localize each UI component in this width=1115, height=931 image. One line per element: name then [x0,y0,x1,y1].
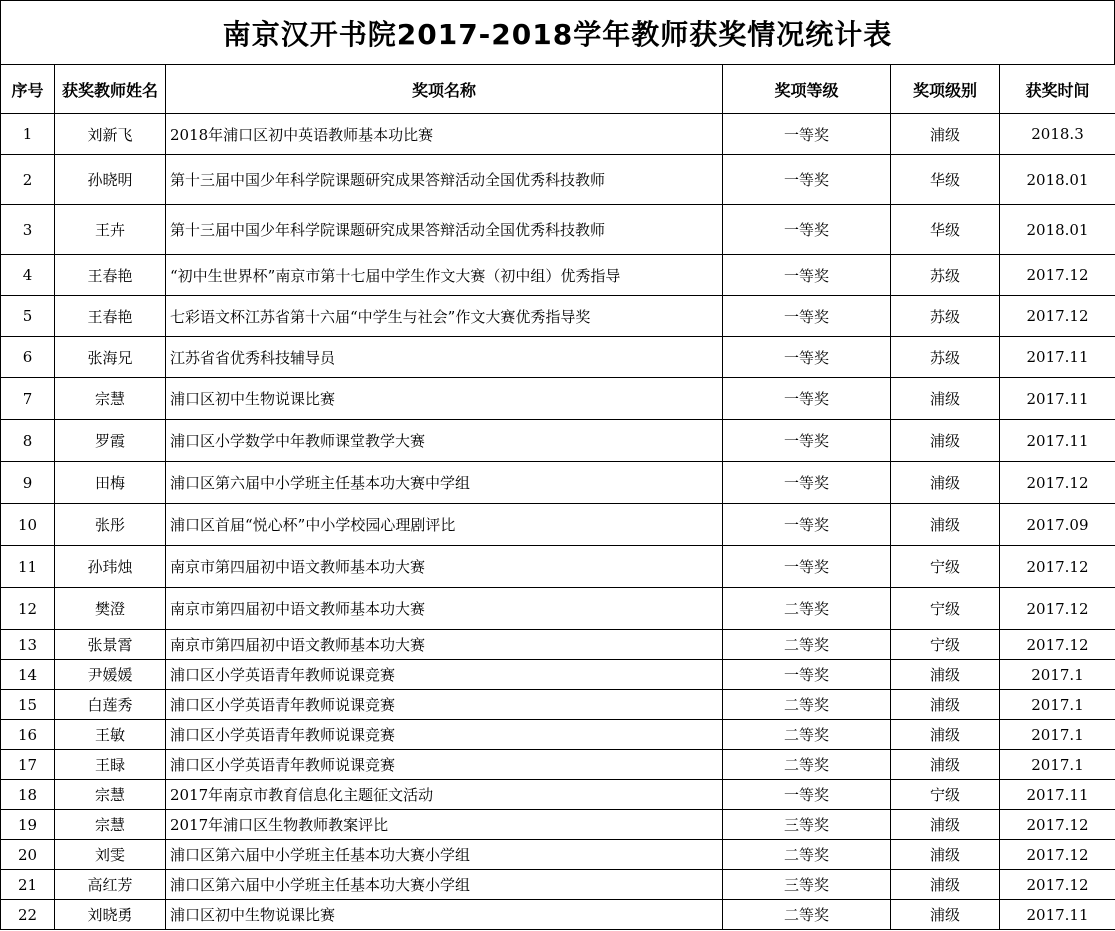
cell-award-level[interactable]: 浦级 [891,420,1000,462]
cell-award-time[interactable]: 2017.12 [1000,630,1115,660]
table-row [1,114,1115,155]
cell-award-name[interactable]: 南京市第四届初中语文教师基本功大赛 [166,630,723,660]
cell-award-name[interactable]: 浦口区小学英语青年教师说课竞赛 [166,690,723,720]
cell-award-time[interactable]: 2017.09 [1000,504,1115,546]
cell-teacher-name[interactable]: 孙玮烛 [55,546,166,588]
header-no[interactable]: 序号 [1,65,55,114]
table-row [1,870,1115,900]
table-row [1,420,1115,462]
cell-award-grade[interactable]: 三等奖 [723,810,891,840]
cell-award-name[interactable]: 2017年浦口区生物教师教案评比 [166,810,723,840]
table-row [1,462,1115,504]
cell-award-level[interactable]: 浦级 [891,840,1000,870]
cell-number[interactable]: 20 [1,840,55,870]
cell-award-time[interactable]: 2017.12 [1000,810,1115,840]
cell-award-level[interactable]: 宁级 [891,546,1000,588]
cell-award-name[interactable]: 浦口区小学英语青年教师说课竞赛 [166,720,723,750]
cell-award-grade[interactable]: 二等奖 [723,750,891,780]
cell-number[interactable]: 10 [1,504,55,546]
cell-award-name[interactable]: 浦口区小学数学中年教师课堂教学大赛 [166,420,723,462]
cell-award-time[interactable]: 2018.3 [1000,114,1115,155]
cell-teacher-name[interactable]: 孙晓明 [55,155,166,205]
header-award-time[interactable]: 获奖时间 [1000,65,1115,114]
cell-teacher-name[interactable]: 王敏 [55,720,166,750]
cell-teacher-name[interactable]: 张彤 [55,504,166,546]
cell-number[interactable]: 12 [1,588,55,630]
cell-award-time[interactable]: 2017.12 [1000,255,1115,296]
cell-award-name[interactable]: 浦口区首届“悦心杯”中小学校园心理剧评比 [166,504,723,546]
cell-award-time[interactable]: 2017.1 [1000,690,1115,720]
cell-award-level[interactable]: 华级 [891,155,1000,205]
cell-award-name[interactable]: 浦口区第六届中小学班主任基本功大赛小学组 [166,870,723,900]
table-row [1,588,1115,630]
table-row [1,810,1115,840]
cell-award-time[interactable]: 2018.01 [1000,205,1115,255]
cell-award-name[interactable]: 浦口区初中生物说课比赛 [166,900,723,930]
cell-teacher-name[interactable]: 刘雯 [55,840,166,870]
cell-award-grade[interactable]: 二等奖 [723,840,891,870]
cell-award-grade[interactable]: 一等奖 [723,462,891,504]
cell-award-time[interactable]: 2017.12 [1000,296,1115,337]
cell-award-name[interactable]: 2018年浦口区初中英语教师基本功比赛 [166,114,723,155]
cell-award-level[interactable]: 浦级 [891,504,1000,546]
cell-award-level[interactable]: 浦级 [891,750,1000,780]
cell-number[interactable]: 4 [1,255,55,296]
cell-award-time[interactable]: 2017.12 [1000,588,1115,630]
cell-number[interactable]: 2 [1,155,55,205]
cell-teacher-name[interactable]: 王春艳 [55,255,166,296]
cell-number[interactable]: 15 [1,690,55,720]
cell-number[interactable]: 16 [1,720,55,750]
cell-award-time[interactable]: 2017.11 [1000,337,1115,378]
cell-number[interactable]: 19 [1,810,55,840]
cell-award-level[interactable]: 浦级 [891,870,1000,900]
cell-award-grade[interactable]: 一等奖 [723,296,891,337]
cell-award-level[interactable]: 浦级 [891,690,1000,720]
cell-award-level[interactable]: 浦级 [891,660,1000,690]
cell-award-level[interactable]: 浦级 [891,810,1000,840]
awards-table [0,64,1115,930]
cell-award-name[interactable]: 第十三届中国少年科学院课题研究成果答辩活动全国优秀科技教师 [166,155,723,205]
cell-award-grade[interactable]: 二等奖 [723,630,891,660]
cell-teacher-name[interactable]: 刘晓勇 [55,900,166,930]
cell-award-time[interactable]: 2017.12 [1000,462,1115,504]
cell-number[interactable]: 1 [1,114,55,155]
cell-teacher-name[interactable]: 张景霄 [55,630,166,660]
cell-teacher-name[interactable]: 宗慧 [55,810,166,840]
table-row [1,296,1115,337]
table-row [1,660,1115,690]
header-award-level[interactable]: 奖项级别 [891,65,1000,114]
cell-teacher-name[interactable]: 王春艳 [55,296,166,337]
cell-award-grade[interactable]: 二等奖 [723,720,891,750]
cell-award-name[interactable]: 南京市第四届初中语文教师基本功大赛 [166,546,723,588]
cell-award-level[interactable]: 宁级 [891,588,1000,630]
cell-number[interactable]: 9 [1,462,55,504]
table-row [1,840,1115,870]
cell-award-grade[interactable]: 一等奖 [723,420,891,462]
cell-award-time[interactable]: 2017.12 [1000,870,1115,900]
cell-award-name[interactable]: “初中生世界杯”南京市第十七届中学生作文大赛（初中组）优秀指导 [166,255,723,296]
cell-award-name[interactable]: 2017年南京市教育信息化主题征文活动 [166,780,723,810]
cell-award-grade[interactable]: 一等奖 [723,255,891,296]
cell-award-name[interactable]: 浦口区小学英语青年教师说课竞赛 [166,660,723,690]
cell-teacher-name[interactable]: 王卉 [55,205,166,255]
cell-award-level[interactable]: 浦级 [891,114,1000,155]
cell-number[interactable]: 17 [1,750,55,780]
cell-award-time[interactable]: 2017.11 [1000,420,1115,462]
table-row [1,780,1115,810]
cell-award-time[interactable]: 2017.11 [1000,378,1115,420]
cell-number[interactable]: 18 [1,780,55,810]
table-row [1,546,1115,588]
cell-award-level[interactable]: 苏级 [891,255,1000,296]
cell-number[interactable]: 7 [1,378,55,420]
cell-number[interactable]: 6 [1,337,55,378]
cell-award-grade[interactable]: 一等奖 [723,660,891,690]
header-teacher-name[interactable]: 获奖教师姓名 [55,65,166,114]
cell-teacher-name[interactable]: 王睩 [55,750,166,780]
cell-teacher-name[interactable]: 白莲秀 [55,690,166,720]
cell-teacher-name[interactable]: 田梅 [55,462,166,504]
cell-award-time[interactable]: 2017.12 [1000,546,1115,588]
cell-award-grade[interactable]: 一等奖 [723,546,891,588]
cell-award-grade[interactable]: 一等奖 [723,114,891,155]
cell-award-name[interactable]: 江苏省省优秀科技辅导员 [166,337,723,378]
header-award-grade[interactable]: 奖项等级 [723,65,891,114]
cell-award-grade[interactable]: 一等奖 [723,155,891,205]
cell-award-grade[interactable]: 二等奖 [723,588,891,630]
table-row [1,255,1115,296]
cell-award-time[interactable]: 2017.12 [1000,840,1115,870]
cell-award-time[interactable]: 2017.1 [1000,750,1115,780]
cell-teacher-name[interactable]: 张海兄 [55,337,166,378]
table-row [1,337,1115,378]
cell-award-name[interactable]: 浦口区第六届中小学班主任基本功大赛中学组 [166,462,723,504]
cell-number[interactable]: 13 [1,630,55,660]
cell-award-name[interactable]: 第十三届中国少年科学院课题研究成果答辩活动全国优秀科技教师 [166,205,723,255]
table-row [1,900,1115,930]
cell-award-time[interactable]: 2017.1 [1000,660,1115,690]
cell-award-grade[interactable]: 一等奖 [723,337,891,378]
cell-award-level[interactable]: 宁级 [891,630,1000,660]
cell-award-grade[interactable]: 二等奖 [723,690,891,720]
cell-award-time[interactable]: 2017.11 [1000,900,1115,930]
cell-award-time[interactable]: 2018.01 [1000,155,1115,205]
cell-award-level[interactable]: 浦级 [891,900,1000,930]
cell-award-level[interactable]: 浦级 [891,378,1000,420]
cell-award-grade[interactable]: 二等奖 [723,900,891,930]
cell-award-name[interactable]: 浦口区初中生物说课比赛 [166,378,723,420]
table-row [1,750,1115,780]
cell-award-grade[interactable]: 一等奖 [723,780,891,810]
cell-number[interactable]: 5 [1,296,55,337]
table-row [1,378,1115,420]
table-row [1,504,1115,546]
table-row [1,630,1115,660]
cell-award-name[interactable]: 南京市第四届初中语文教师基本功大赛 [166,588,723,630]
cell-teacher-name[interactable]: 高红芳 [55,870,166,900]
cell-number[interactable]: 3 [1,205,55,255]
table-row [1,205,1115,255]
sheet-title: 南京汉开书院2017-2018学年教师获奖情况统计表 [0,0,1115,65]
table-row [1,690,1115,720]
cell-award-grade[interactable]: 一等奖 [723,205,891,255]
cell-award-level[interactable]: 宁级 [891,780,1000,810]
cell-award-level[interactable]: 浦级 [891,720,1000,750]
cell-award-name[interactable]: 浦口区第六届中小学班主任基本功大赛小学组 [166,840,723,870]
cell-number[interactable]: 8 [1,420,55,462]
cell-award-level[interactable]: 华级 [891,205,1000,255]
cell-award-level[interactable]: 苏级 [891,337,1000,378]
cell-award-grade[interactable]: 一等奖 [723,378,891,420]
cell-teacher-name[interactable]: 樊澄 [55,588,166,630]
cell-award-level[interactable]: 苏级 [891,296,1000,337]
header-row [1,65,1115,114]
cell-award-name[interactable]: 浦口区小学英语青年教师说课竞赛 [166,750,723,780]
cell-teacher-name[interactable]: 罗霞 [55,420,166,462]
cell-teacher-name[interactable]: 宗慧 [55,378,166,420]
cell-award-name[interactable]: 七彩语文杯江苏省第十六届“中学生与社会”作文大赛优秀指导奖 [166,296,723,337]
cell-award-grade[interactable]: 一等奖 [723,504,891,546]
cell-number[interactable]: 14 [1,660,55,690]
cell-teacher-name[interactable]: 刘新飞 [55,114,166,155]
cell-teacher-name[interactable]: 尹媛媛 [55,660,166,690]
cell-award-time[interactable]: 2017.11 [1000,780,1115,810]
cell-number[interactable]: 22 [1,900,55,930]
cell-award-level[interactable]: 浦级 [891,462,1000,504]
cell-award-grade[interactable]: 三等奖 [723,870,891,900]
cell-teacher-name[interactable]: 宗慧 [55,780,166,810]
cell-award-time[interactable]: 2017.1 [1000,720,1115,750]
table-row [1,720,1115,750]
table-row [1,155,1115,205]
header-award-name[interactable]: 奖项名称 [166,65,723,114]
cell-number[interactable]: 11 [1,546,55,588]
cell-number[interactable]: 21 [1,870,55,900]
